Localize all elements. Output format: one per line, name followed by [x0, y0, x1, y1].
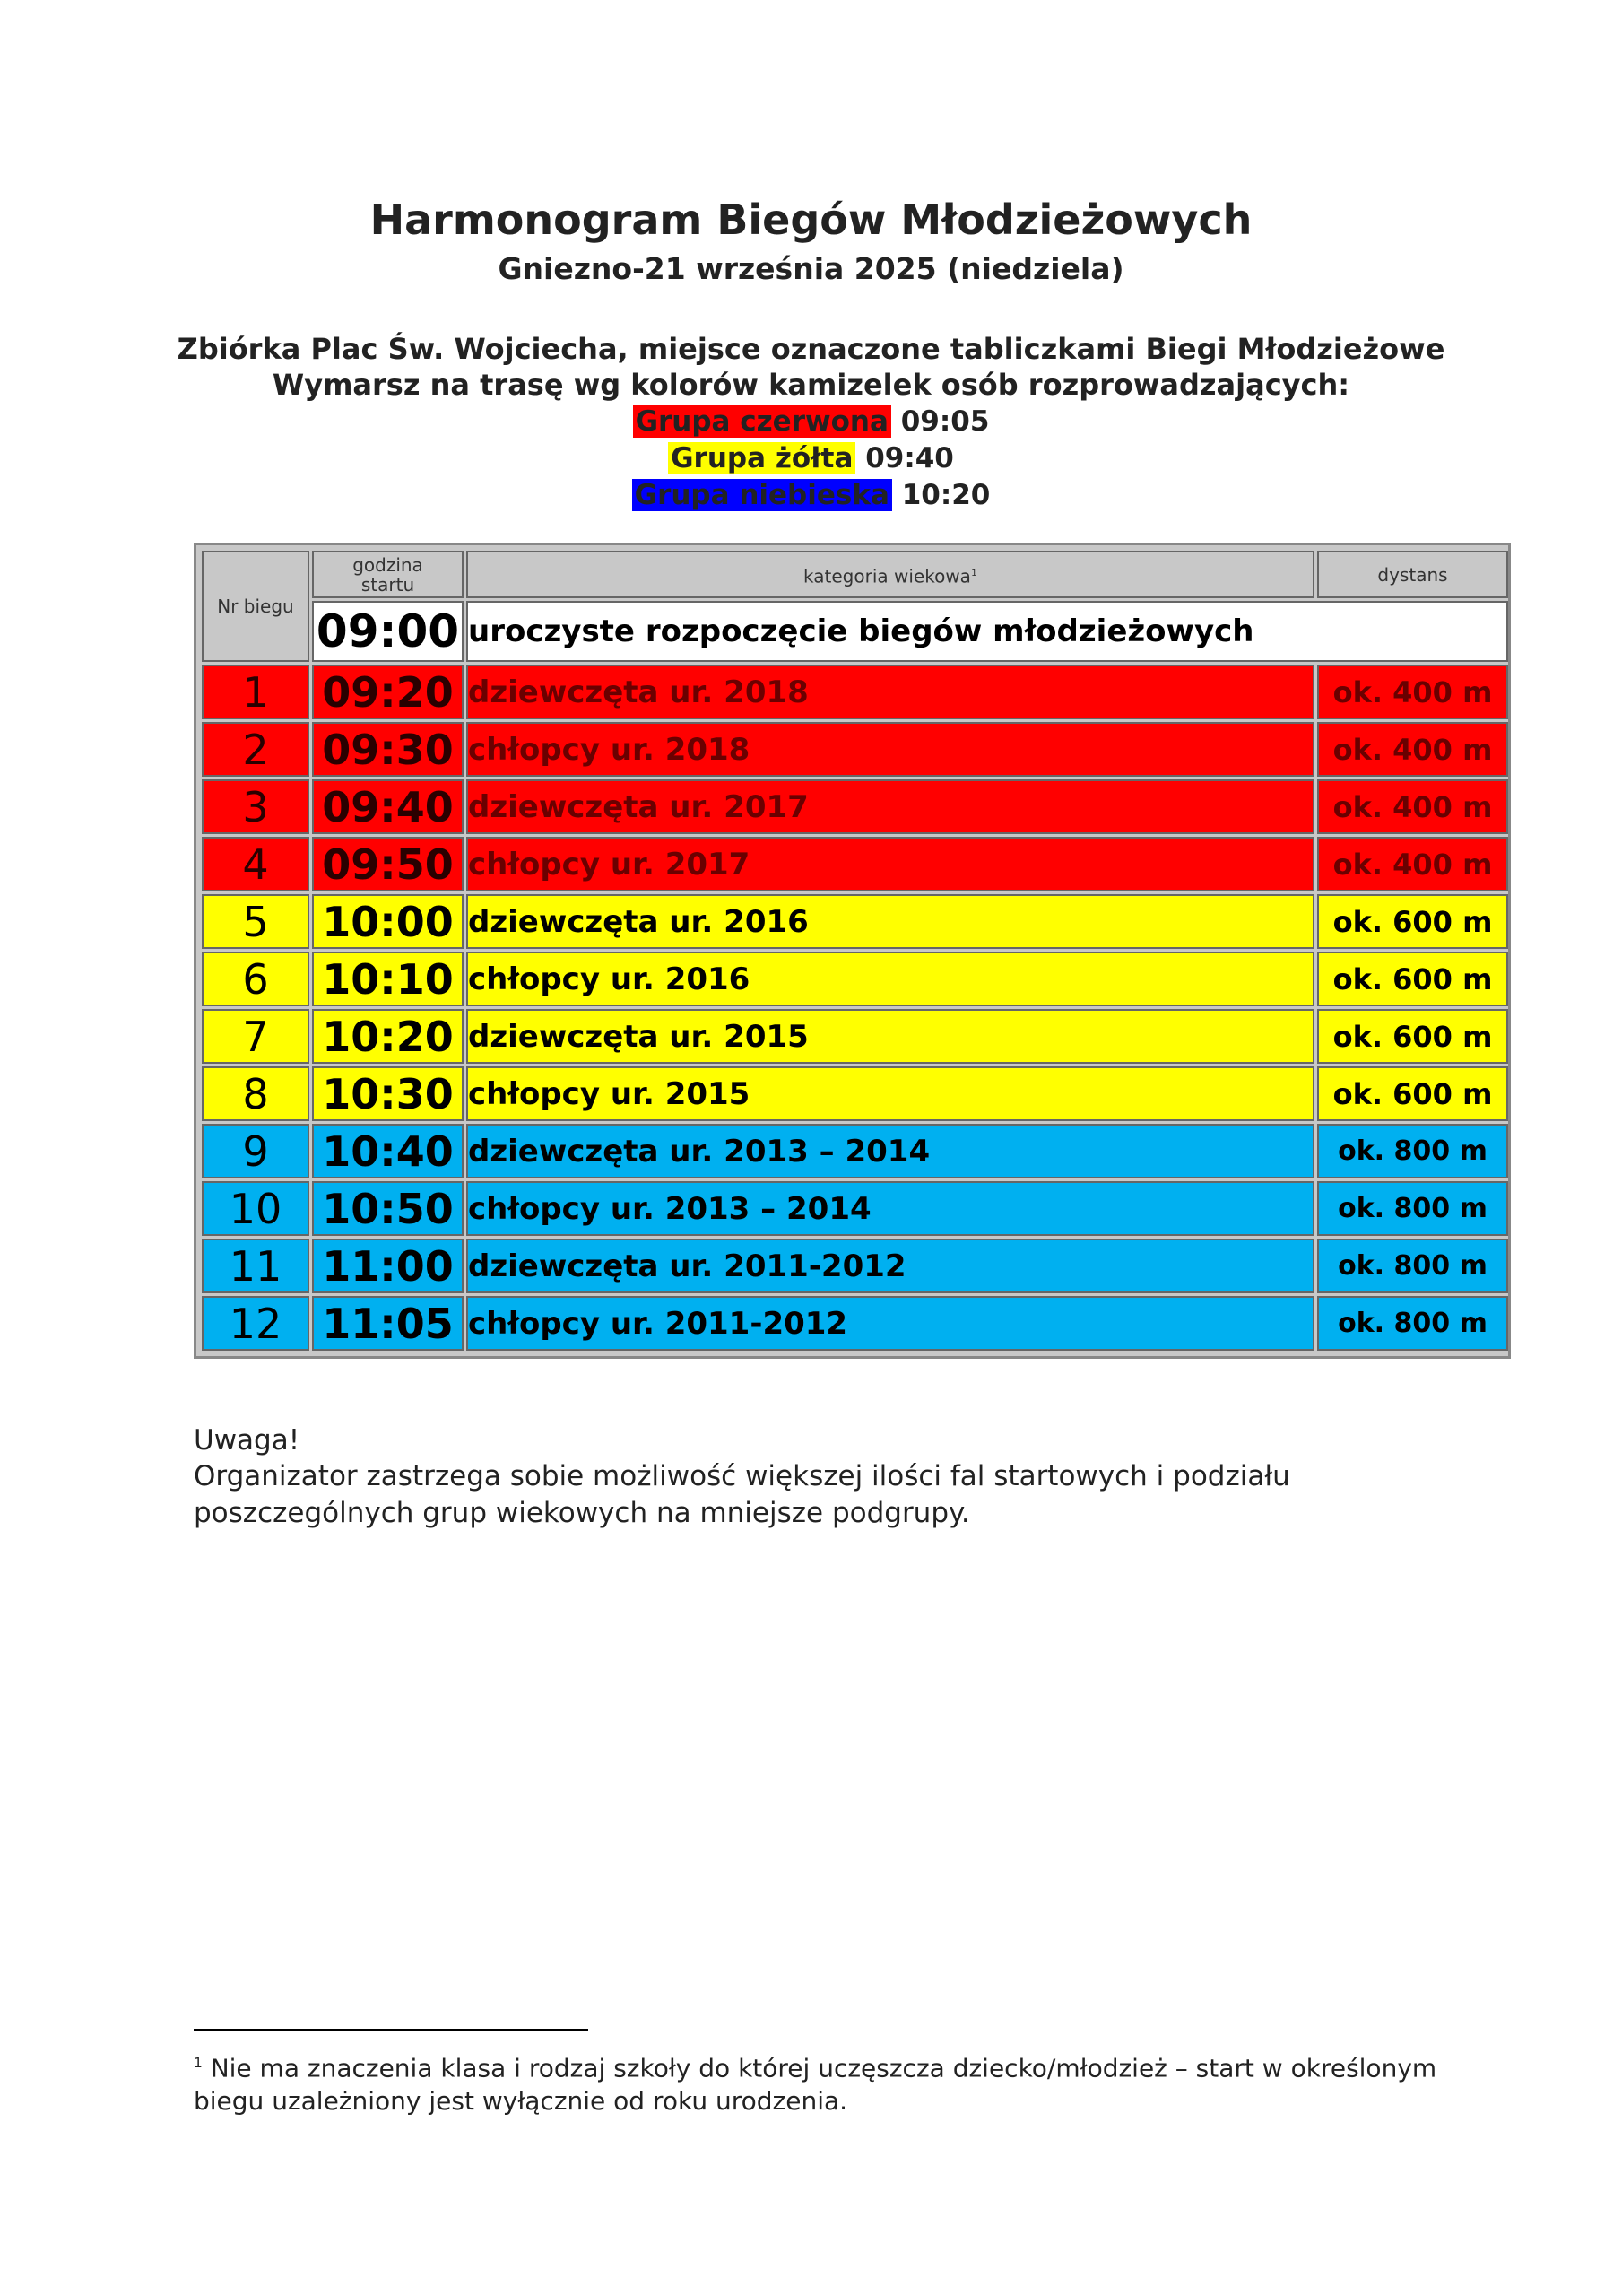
run-time: 10:50	[312, 1181, 464, 1236]
run-number: 9	[202, 1124, 309, 1178]
table-row	[202, 1009, 1508, 1064]
header-category	[466, 551, 1314, 598]
run-number: 11	[202, 1239, 309, 1293]
header-time-line2: startu	[360, 573, 415, 596]
table-row	[202, 779, 1508, 834]
run-number: 4	[202, 837, 309, 891]
run-category: dziewczęta ur. 2015	[466, 1009, 1314, 1064]
run-distance: ok. 800 m	[1317, 1296, 1508, 1351]
run-category: dziewczęta ur. 2017	[466, 779, 1314, 834]
run-category: dziewczęta ur. 2018	[466, 665, 1314, 719]
run-distance: ok. 600 m	[1317, 894, 1508, 949]
run-category: chłopcy ur. 2013 – 2014	[466, 1181, 1314, 1236]
group-yellow-time: 09:40	[865, 442, 954, 474]
run-distance: ok. 400 m	[1317, 779, 1508, 834]
note-text: Organizator zastrzega sobie możliwość większej ilości fal startowych i podziału poszczególnych grup wiekowych na mniejsze podgrupy.	[194, 1460, 1290, 1529]
header-category-label: kategoria wiekowa	[803, 565, 971, 587]
run-number: 1	[202, 665, 309, 719]
run-category: chłopcy ur. 2011-2012	[466, 1296, 1314, 1351]
run-time: 10:30	[312, 1066, 464, 1121]
run-distance: ok. 400 m	[1317, 837, 1508, 891]
run-distance: ok. 800 m	[1317, 1124, 1508, 1178]
run-time: 09:20	[312, 665, 464, 719]
schedule-table	[194, 543, 1511, 1359]
footnote-text: Nie ma znaczenia klasa i rodzaj szkoły do której uczęszcza dziecko/młodzież – start w określonym biegu uzależniony jest wyłącznie od roku urodzenia.	[194, 2053, 1437, 2117]
run-category: dziewczęta ur. 2013 – 2014	[466, 1124, 1314, 1178]
table-row	[202, 722, 1508, 777]
header-time	[312, 551, 464, 598]
run-distance: ok. 600 m	[1317, 1009, 1508, 1064]
run-number: 2	[202, 722, 309, 777]
run-time: 09:50	[312, 837, 464, 891]
document-title: Harmonogram Biegów Młodzieżowych	[369, 196, 1253, 244]
footnote-separator	[194, 2029, 588, 2031]
group-blue-time: 10:20	[901, 479, 991, 511]
run-category: chłopcy ur. 2015	[466, 1066, 1314, 1121]
table-row	[202, 894, 1508, 949]
run-number: 7	[202, 1009, 309, 1064]
run-time: 10:20	[312, 1009, 464, 1064]
run-distance: ok. 800 m	[1317, 1181, 1508, 1236]
opening-row	[202, 601, 1508, 662]
header-footnote-mark: 1	[970, 566, 977, 578]
run-number: 8	[202, 1066, 309, 1121]
header-nr: Nr biegu	[202, 551, 309, 662]
run-number: 6	[202, 952, 309, 1006]
run-time: 10:00	[312, 894, 464, 949]
table-row	[202, 1181, 1508, 1236]
document-subtitle: Gniezno-21 września 2025 (niedziela)	[498, 251, 1124, 286]
run-category: chłopcy ur. 2016	[466, 952, 1314, 1006]
assembly-info: Zbiórka Plac Św. Wojciecha, miejsce oznaczone tabliczkami Biegi Młodzieżowe	[177, 332, 1445, 366]
run-number: 12	[202, 1296, 309, 1351]
opening-time: 09:00	[312, 601, 464, 662]
run-time: 11:00	[312, 1239, 464, 1293]
run-time: 10:10	[312, 952, 464, 1006]
run-distance: ok. 800 m	[1317, 1239, 1508, 1293]
run-category: chłopcy ur. 2018	[466, 722, 1314, 777]
run-time: 09:40	[312, 779, 464, 834]
run-category: chłopcy ur. 2017	[466, 837, 1314, 891]
group-red-label: Grupa czerwona	[633, 405, 891, 438]
run-time: 09:30	[312, 722, 464, 777]
table-row	[202, 1066, 1508, 1121]
group-red-time: 09:05	[900, 405, 990, 438]
group-yellow-line	[0, 442, 1622, 474]
group-blue-line	[0, 479, 1622, 511]
run-number: 10	[202, 1181, 309, 1236]
run-distance: ok. 600 m	[1317, 952, 1508, 1006]
note-title: Uwaga!	[194, 1424, 300, 1457]
opening-category: uroczyste rozpoczęcie biegów młodzieżowych	[466, 601, 1508, 662]
table-row	[202, 1296, 1508, 1351]
run-number: 3	[202, 779, 309, 834]
run-time: 11:05	[312, 1296, 464, 1351]
run-category: dziewczęta ur. 2016	[466, 894, 1314, 949]
table-row	[202, 665, 1508, 719]
footnote-mark: 1	[194, 2055, 203, 2071]
footnote	[194, 2047, 1485, 2118]
run-distance: ok. 600 m	[1317, 1066, 1508, 1121]
run-category: dziewczęta ur. 2011-2012	[466, 1239, 1314, 1293]
run-number: 5	[202, 894, 309, 949]
table-row	[202, 837, 1508, 891]
table-row	[202, 1239, 1508, 1293]
run-time: 10:40	[312, 1124, 464, 1178]
run-distance: ok. 400 m	[1317, 665, 1508, 719]
run-distance: ok. 400 m	[1317, 722, 1508, 777]
group-red-line	[0, 405, 1622, 438]
group-blue-label: Grupa niebieska	[632, 479, 892, 511]
departure-info: Wymarsz na trasę wg kolorów kamizelek osób rozprowadzających:	[272, 368, 1350, 402]
header-time-line1: godzina	[352, 553, 423, 576]
table-row	[202, 952, 1508, 1006]
header-distance: dystans	[1317, 551, 1508, 598]
table-row	[202, 1124, 1508, 1178]
group-yellow-label: Grupa żółta	[668, 442, 855, 474]
